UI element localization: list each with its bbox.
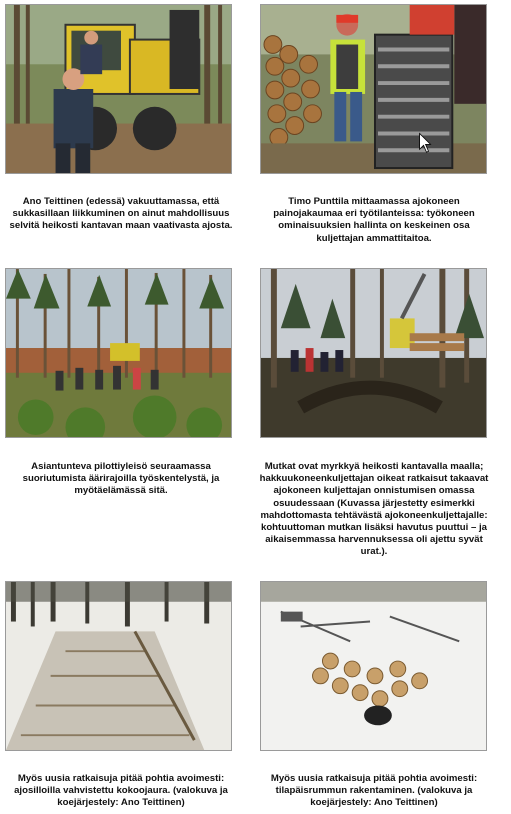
caption-photo-2: Timo Punttila mittaamassa ajokoneen painojakaumaa eri työtilanteissa: työkoneen ominaisuuksien hallinta on keskeinen osa kuljettajan ammattitaitoa. bbox=[273, 196, 475, 244]
photo-measuring-weight bbox=[260, 4, 487, 174]
caption-photo-4: Mutkat ovat myrkkyä heikosti kantavalla maalla; hakkuukoneenkuljettajan oikeat ratkaisut takaavat ajokoneen kuljettajan onnistumisen omassa osuudessaan (Kuvassa järjestetty esimerkki mahdottomasta tehtävästä ajokoneenkuljettajalle: kohtuuttoman mutkan lisäksi havutus puuttui – ja aikaisemmassa harvennuksessa oli ajettu syvät urat.). bbox=[259, 461, 489, 558]
caption-photo-6: Myös uusia ratkaisuja pitää pohtia avoimesti: tilapäisrummun rakentaminen. (valokuva ja koejärjestely: Ano Teittinen) bbox=[270, 773, 478, 809]
caption-photo-3: Asiantunteva pilottiyleisö seuraamassa suoriutumista äärirajoilla työskentelystä, ja myötäelämässä sitä. bbox=[22, 461, 220, 497]
caption-photo-1: Ano Teittinen (edessä) vakuuttamassa, että sukkasillaan liikkuminen on ainut mahdollisuus selvitä heikosti kantavan maan vaativasta ajosta. bbox=[9, 196, 233, 232]
photo-forwarder-operators bbox=[5, 4, 232, 174]
photo-reinforced-trail bbox=[5, 581, 232, 751]
photo-temporary-culvert bbox=[260, 581, 487, 751]
photo-pilot-audience bbox=[5, 268, 232, 438]
caption-photo-5: Myös uusia ratkaisuja pitää pohtia avoimesti: ajosilloilla vahvistettu kokoojaura. (valokuva ja koejärjestely: Ano Teittinen) bbox=[14, 773, 228, 809]
photo-harvester-turn bbox=[260, 268, 487, 438]
